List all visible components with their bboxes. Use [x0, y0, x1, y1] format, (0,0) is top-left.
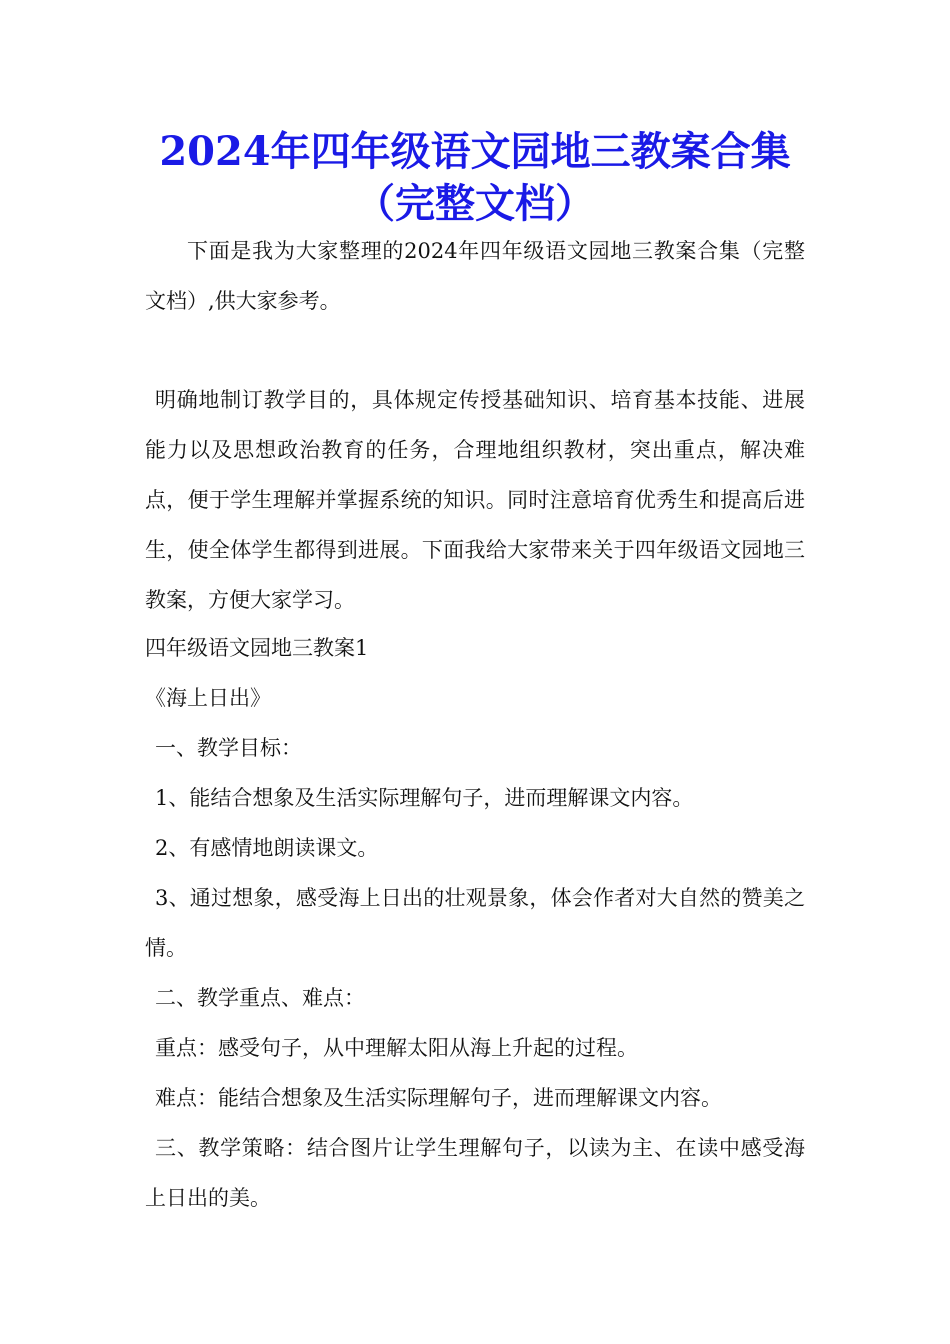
strategy-paragraph: 三、教学策略：结合图片让学生理解句子，以读为主、在读中感受海上日出的美。 — [145, 1136, 805, 1210]
document-title-line2: （完整文档） — [355, 180, 595, 227]
section-heading: 四年级语文园地三教案1 — [145, 636, 369, 660]
intro-paragraph: 下面是我为大家整理的2024年四年级语文园地三教案合集（完整文档）,供大家参考。 — [145, 239, 805, 313]
objectives-heading: 一、教学目标： — [155, 736, 302, 760]
document-title-line1: 2024年四年级语文园地三教案合集 — [159, 128, 791, 175]
objective-3: 3、通过想象，感受海上日出的壮观景象，体会作者对大自然的赞美之情。 — [145, 886, 805, 960]
lesson-title: 《海上日出》 — [145, 686, 271, 710]
objective-1: 1、能结合想象及生活实际理解句子，进而理解课文内容。 — [155, 786, 694, 810]
body-paragraph: 明确地制订教学目的，具体规定传授基础知识、培育基本技能、进展能力以及思想政治教育的任务，合理地组织教材，突出重点，解决难点，便于学生理解并掌握系统的知识。同时注意培育优秀生和提高后进生，使全体学生都得到进展。下面我给大家带来关于四年级语文园地三教案，方便大家学习。 — [145, 388, 805, 612]
objective-2: 2、有感情地朗读课文。 — [155, 836, 379, 860]
keypoint: 重点：感受句子，从中理解太阳从海上升起的过程。 — [155, 1036, 638, 1060]
difficulty: 难点：能结合想象及生活实际理解句子，进而理解课文内容。 — [155, 1086, 722, 1110]
keypoints-heading: 二、教学重点、难点： — [155, 986, 365, 1010]
